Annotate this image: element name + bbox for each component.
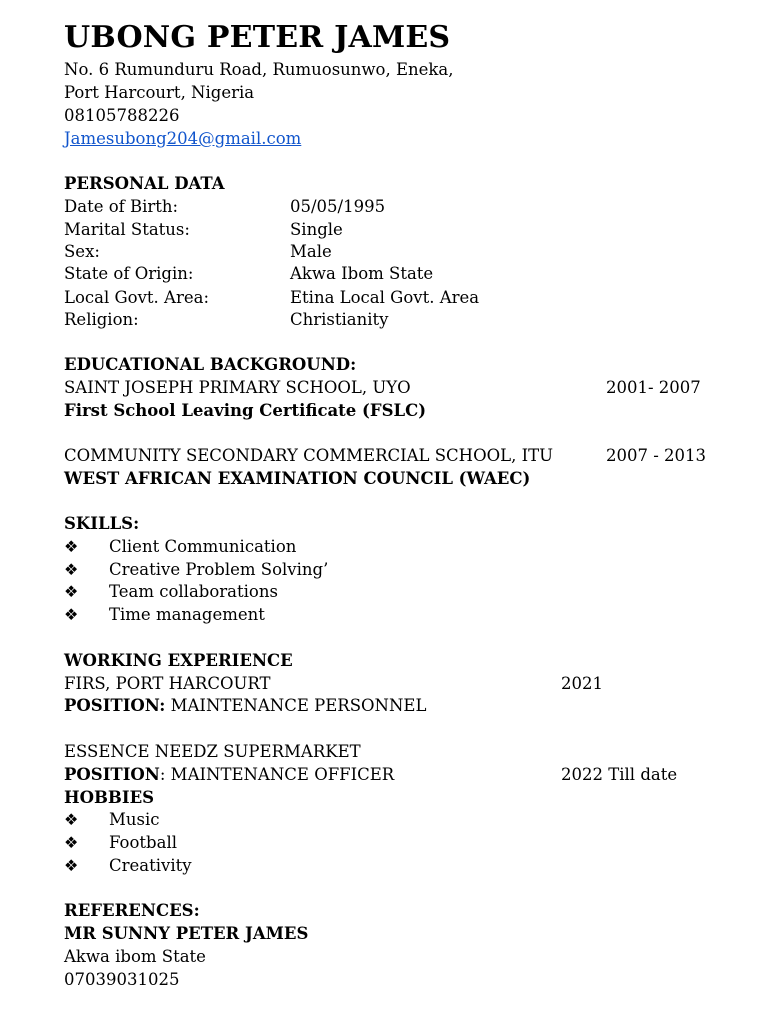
personal-label: Date of Birth: [64,197,179,216]
position-title: : MAINTENANCE OFFICER [159,765,395,784]
personal-label: Sex: [64,242,100,261]
bullet-icon: ❖ [64,810,79,829]
skills-heading: SKILLS: [64,514,140,533]
position-label: POSITION [64,765,160,784]
hobby-item: Music [109,810,160,829]
phone-number: 08105788226 [64,106,180,125]
email-link[interactable]: Jamesubong204@gmail.com [64,129,302,148]
school-years: 2001- 2007 [606,378,701,397]
references-heading: REFERENCES: [64,901,200,920]
bullet-icon: ❖ [64,856,79,875]
address-line-2: Port Harcourt, Nigeria [64,83,255,102]
school-name: SAINT JOSEPH PRIMARY SCHOOL, UYO [64,378,411,397]
personal-value: Single [290,220,343,239]
personal-value: 05/05/1995 [290,197,386,216]
certificate-name: First School Leaving Certificate (FSLC) [64,401,427,420]
position-title: MAINTENANCE PERSONNEL [165,696,427,715]
personal-value: Christianity [290,310,389,329]
personal-value: Akwa Ibom State [290,264,434,283]
address-line-1: No. 6 Rumunduru Road, Rumuosunwo, Eneka, [64,60,454,79]
personal-label: Religion: [64,310,139,329]
skill-item: Client Communication [109,537,297,556]
bullet-icon: ❖ [64,582,79,601]
employer-name: ESSENCE NEEDZ SUPERMARKET [64,742,361,761]
bullet-icon: ❖ [64,560,79,579]
reference-location: Akwa ibom State [64,947,206,966]
personal-label: Local Govt. Area: [64,288,210,307]
employer-name: FIRS, PORT HARCOURT [64,674,271,693]
skill-item: Team collaborations [109,582,278,601]
position-line [64,764,394,786]
personal-label: State of Origin: [64,264,194,283]
certificate-name: WEST AFRICAN EXAMINATION COUNCIL (WAEC) [64,469,531,488]
employment-year: 2022 Till date [561,765,678,784]
hobbies-heading: HOBBIES [64,788,155,807]
school-name: COMMUNITY SECONDARY COMMERCIAL SCHOOL, ITU [64,446,553,465]
position-line [64,695,426,717]
hobby-item: Football [109,833,177,852]
position-label: POSITION: [64,696,166,715]
school-years: 2007 - 2013 [606,446,707,465]
employment-year: 2021 [561,674,603,693]
personal-value: Male [290,242,332,261]
reference-phone: 07039031025 [64,970,180,989]
education-heading: EDUCATIONAL BACKGROUND: [64,355,357,374]
personal-data-heading: PERSONAL DATA [64,174,225,193]
experience-heading: WORKING EXPERIENCE [64,651,293,670]
personal-label: Marital Status: [64,220,190,239]
skill-item: Creative Problem Solving’ [109,560,329,579]
bullet-icon: ❖ [64,605,79,624]
reference-name: MR SUNNY PETER JAMES [64,924,309,943]
bullet-icon: ❖ [64,833,79,852]
bullet-icon: ❖ [64,537,79,556]
hobby-item: Creativity [109,856,192,875]
skill-item: Time management [109,605,265,624]
personal-value: Etina Local Govt. Area [290,288,480,307]
applicant-name: UBONG PETER JAMES [64,20,451,55]
